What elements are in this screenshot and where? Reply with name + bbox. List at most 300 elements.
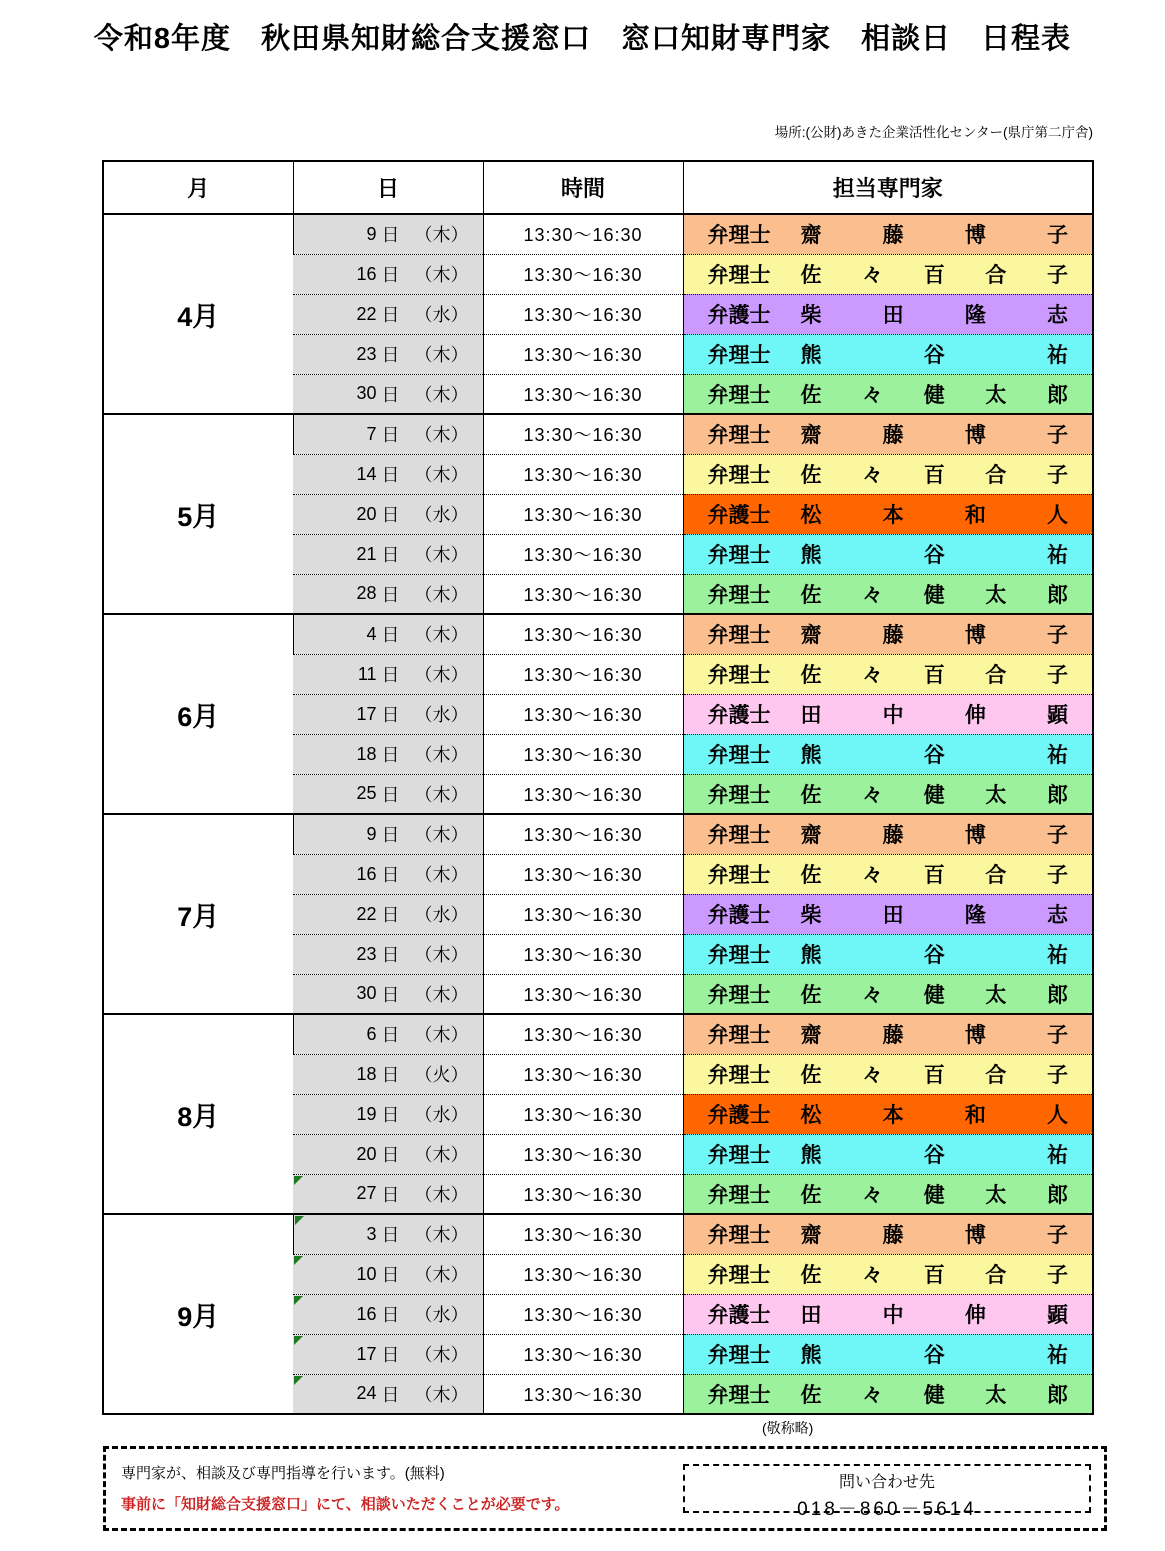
weekday-label: （水） xyxy=(414,305,469,325)
expert-name: 佐 々 健 太 郎 xyxy=(800,1183,1068,1207)
expert-label xyxy=(684,1259,1093,1289)
expert-label xyxy=(684,459,1093,489)
day-label xyxy=(293,1261,483,1287)
day-number: 4 xyxy=(366,623,377,644)
day-cell xyxy=(293,1254,483,1294)
day-label xyxy=(294,621,483,647)
expert-cell xyxy=(683,694,1093,734)
expert-cell xyxy=(683,574,1093,614)
expert-type: 弁理士 xyxy=(707,1064,771,1087)
month-cell: 6月 xyxy=(103,614,293,814)
weekday-label: （木） xyxy=(414,384,469,405)
expert-cell xyxy=(683,494,1093,534)
day-label xyxy=(293,941,483,967)
footer-notes-box xyxy=(103,1446,1107,1531)
time-cell: 13:30～16:30 xyxy=(483,1054,683,1094)
expert-name: 佐 々 百 合 子 xyxy=(800,264,1068,287)
expert-name: 佐 々 健 太 郎 xyxy=(800,983,1068,1007)
weekday-label: （木） xyxy=(414,584,469,605)
schedule-body xyxy=(103,214,1093,1414)
day-cell xyxy=(293,294,483,334)
day-cell xyxy=(293,814,483,854)
day-number: 25 xyxy=(356,783,377,804)
expert-label xyxy=(684,539,1093,569)
day-number: 9 xyxy=(366,823,377,844)
day-label xyxy=(293,1341,483,1367)
expert-label xyxy=(684,779,1093,809)
day-unit: 日 xyxy=(381,225,400,246)
expert-type: 弁護士 xyxy=(707,1104,771,1127)
month-cell: 9月 xyxy=(103,1214,293,1414)
time-cell: 13:30～16:30 xyxy=(483,534,683,574)
day-unit: 日 xyxy=(381,425,400,446)
expert-name: 熊 谷 祐 xyxy=(800,544,1068,567)
expert-type: 弁理士 xyxy=(707,264,771,287)
day-number: 7 xyxy=(366,423,377,444)
day-number: 22 xyxy=(356,903,377,924)
expert-cell xyxy=(683,1094,1093,1134)
expert-cell xyxy=(683,1174,1093,1214)
day-unit: 日 xyxy=(381,305,400,325)
expert-label xyxy=(684,739,1093,769)
time-cell: 13:30～16:30 xyxy=(483,1294,683,1334)
expert-cell xyxy=(683,414,1093,454)
expert-name: 佐 々 百 合 子 xyxy=(800,1264,1068,1287)
expert-cell xyxy=(683,854,1093,894)
day-number: 9 xyxy=(366,223,377,244)
expert-type: 弁理士 xyxy=(707,864,771,887)
day-cell xyxy=(293,494,483,534)
day-cell xyxy=(293,534,483,574)
schedule-row xyxy=(103,1014,1093,1054)
time-cell: 13:30～16:30 xyxy=(483,1014,683,1054)
day-label xyxy=(293,701,483,727)
expert-label xyxy=(684,939,1093,969)
day-number: 16 xyxy=(356,863,377,884)
day-cell xyxy=(293,734,483,774)
day-unit: 日 xyxy=(381,865,400,885)
time-cell: 13:30～16:30 xyxy=(483,894,683,934)
contact-box xyxy=(683,1464,1091,1520)
day-unit: 日 xyxy=(381,705,400,725)
day-label xyxy=(293,1061,483,1087)
expert-label xyxy=(684,419,1093,449)
day-label xyxy=(293,861,483,887)
time-cell: 13:30～16:30 xyxy=(483,574,683,614)
footer-note-lines xyxy=(121,1462,570,1514)
day-cell xyxy=(293,1054,483,1094)
expert-cell xyxy=(683,1054,1093,1094)
day-number: 24 xyxy=(356,1383,377,1404)
day-number: 21 xyxy=(356,543,377,564)
day-unit: 日 xyxy=(381,984,400,1005)
expert-name: 齋 藤 博 子 xyxy=(800,624,1068,648)
day-cell xyxy=(293,414,483,454)
comment-flag-icon xyxy=(294,1256,303,1265)
time-cell: 13:30～16:30 xyxy=(483,814,683,854)
day-label xyxy=(293,261,483,287)
expert-label xyxy=(684,1179,1093,1209)
expert-type: 弁理士 xyxy=(707,224,771,248)
expert-label xyxy=(684,1379,1093,1409)
time-cell: 13:30～16:30 xyxy=(483,1174,683,1214)
day-number: 30 xyxy=(356,983,377,1004)
day-label xyxy=(293,301,483,327)
expert-type: 弁理士 xyxy=(707,1224,771,1248)
expert-cell xyxy=(683,254,1093,294)
schedule-row xyxy=(103,214,1093,254)
expert-type: 弁護士 xyxy=(707,1304,771,1327)
expert-name: 田 中 伸 顕 xyxy=(800,1304,1068,1327)
expert-type: 弁護士 xyxy=(707,704,771,727)
day-unit: 日 xyxy=(381,1345,400,1365)
day-cell xyxy=(293,374,483,414)
expert-type: 弁理士 xyxy=(707,544,771,567)
time-cell: 13:30～16:30 xyxy=(483,974,683,1014)
expert-label xyxy=(684,1059,1093,1089)
day-number: 23 xyxy=(356,343,377,364)
header-month: 月 xyxy=(103,161,293,214)
time-cell: 13:30～16:30 xyxy=(483,454,683,494)
day-cell xyxy=(293,254,483,294)
expert-cell xyxy=(683,534,1093,574)
day-unit: 日 xyxy=(381,1384,400,1405)
day-unit: 日 xyxy=(381,384,400,405)
day-unit: 日 xyxy=(381,505,400,525)
day-cell xyxy=(293,454,483,494)
day-cell xyxy=(293,934,483,974)
expert-type: 弁理士 xyxy=(707,783,771,807)
day-number: 27 xyxy=(356,1183,377,1204)
weekday-label: （水） xyxy=(414,905,469,925)
month-cell: 4月 xyxy=(103,214,293,414)
time-cell: 13:30～16:30 xyxy=(483,374,683,414)
time-cell: 13:30～16:30 xyxy=(483,494,683,534)
weekday-label: （木） xyxy=(414,784,469,805)
weekday-label: （水） xyxy=(414,1105,469,1125)
expert-name: 齋 藤 博 子 xyxy=(800,1024,1068,1048)
day-cell xyxy=(293,774,483,814)
time-cell: 13:30～16:30 xyxy=(483,1214,683,1254)
day-cell xyxy=(293,1334,483,1374)
day-number: 23 xyxy=(356,943,377,964)
weekday-label: （木） xyxy=(414,825,469,846)
expert-name: 熊 谷 祐 xyxy=(800,1344,1068,1367)
expert-label xyxy=(684,259,1093,289)
weekday-label: （木） xyxy=(414,665,469,685)
time-cell: 13:30～16:30 xyxy=(483,1134,683,1174)
expert-type: 弁理士 xyxy=(707,383,771,407)
day-cell xyxy=(293,1014,483,1054)
day-cell xyxy=(293,334,483,374)
day-label xyxy=(293,1141,483,1167)
day-cell xyxy=(293,1134,483,1174)
day-label xyxy=(293,461,483,487)
expert-type: 弁理士 xyxy=(707,944,771,967)
day-label xyxy=(293,981,483,1007)
time-cell: 13:30～16:30 xyxy=(483,614,683,654)
day-cell xyxy=(293,614,483,654)
comment-flag-icon xyxy=(294,1176,303,1185)
expert-cell xyxy=(683,1374,1093,1414)
schedule-row xyxy=(103,1214,1093,1254)
time-cell: 13:30～16:30 xyxy=(483,1254,683,1294)
day-unit: 日 xyxy=(381,665,400,685)
month-cell: 7月 xyxy=(103,814,293,1014)
day-cell xyxy=(293,974,483,1014)
day-label xyxy=(293,581,483,607)
expert-cell xyxy=(683,894,1093,934)
expert-name: 田 中 伸 顕 xyxy=(800,704,1068,727)
day-cell xyxy=(293,1374,483,1414)
expert-label xyxy=(684,379,1093,409)
expert-label xyxy=(684,579,1093,609)
day-unit: 日 xyxy=(381,345,400,365)
expert-cell xyxy=(683,1254,1093,1294)
time-cell: 13:30～16:30 xyxy=(483,214,683,254)
expert-type: 弁理士 xyxy=(707,1383,771,1407)
day-label xyxy=(294,1021,483,1047)
expert-name: 柴 田 隆 志 xyxy=(800,304,1068,327)
expert-label xyxy=(684,979,1093,1009)
weekday-label: （水） xyxy=(414,1305,469,1325)
header-row xyxy=(103,161,1093,214)
day-unit: 日 xyxy=(381,625,400,646)
day-cell xyxy=(293,1294,483,1334)
day-cell xyxy=(293,1214,483,1254)
expert-type: 弁理士 xyxy=(707,1024,771,1048)
day-unit: 日 xyxy=(381,905,400,925)
day-cell xyxy=(293,654,483,694)
schedule-row xyxy=(103,414,1093,454)
expert-type: 弁理士 xyxy=(707,664,771,687)
month-cell: 5月 xyxy=(103,414,293,614)
comment-flag-icon xyxy=(294,1336,303,1345)
time-cell: 13:30～16:30 xyxy=(483,334,683,374)
weekday-label: （水） xyxy=(414,705,469,725)
header-day: 日 xyxy=(293,161,483,214)
expert-cell xyxy=(683,1134,1093,1174)
day-number: 17 xyxy=(356,703,377,724)
day-unit: 日 xyxy=(381,745,400,765)
service-note: 専門家が、相談及び専門指導を行います。(無料) xyxy=(121,1465,445,1482)
time-cell: 13:30～16:30 xyxy=(483,254,683,294)
expert-label xyxy=(684,299,1093,329)
weekday-label: （木） xyxy=(414,265,469,285)
expert-name: 齋 藤 博 子 xyxy=(800,424,1068,448)
day-unit: 日 xyxy=(381,1105,400,1125)
expert-cell xyxy=(683,454,1093,494)
expert-type: 弁理士 xyxy=(707,344,771,367)
day-number: 19 xyxy=(356,1103,377,1124)
expert-cell xyxy=(683,1334,1093,1374)
day-cell xyxy=(293,1174,483,1214)
weekday-label: （木） xyxy=(414,865,469,885)
page-title: 令和8年度 秋田県知財総合支援窓口 窓口知財専門家 相談日 日程表 xyxy=(93,23,1072,55)
expert-name: 佐 々 百 合 子 xyxy=(800,464,1068,487)
day-label xyxy=(293,381,483,407)
weekday-label: （木） xyxy=(414,625,469,646)
contact-phone: 018－860－5614 xyxy=(797,1499,977,1520)
day-unit: 日 xyxy=(381,1265,400,1285)
expert-cell xyxy=(683,1214,1093,1254)
expert-name: 熊 谷 祐 xyxy=(800,744,1068,767)
expert-name: 柴 田 隆 志 xyxy=(800,904,1068,927)
time-cell: 13:30～16:30 xyxy=(483,414,683,454)
expert-type: 弁理士 xyxy=(707,464,771,487)
weekday-label: （木） xyxy=(414,425,469,446)
expert-type: 弁護士 xyxy=(707,304,771,327)
day-unit: 日 xyxy=(381,1305,400,1325)
time-cell: 13:30～16:30 xyxy=(483,734,683,774)
expert-cell xyxy=(683,1014,1093,1054)
day-number: 22 xyxy=(356,303,377,324)
time-cell: 13:30～16:30 xyxy=(483,294,683,334)
day-number: 20 xyxy=(356,1143,377,1164)
time-cell: 13:30～16:30 xyxy=(483,694,683,734)
expert-type: 弁理士 xyxy=(707,424,771,448)
day-label xyxy=(293,1181,483,1207)
weekday-label: （木） xyxy=(414,984,469,1005)
weekday-label: （木） xyxy=(414,1265,469,1285)
day-label xyxy=(293,661,483,687)
day-label xyxy=(294,821,483,847)
expert-label xyxy=(684,1139,1093,1169)
contact-label: 問い合わせ先 xyxy=(838,1474,935,1491)
expert-label xyxy=(684,1339,1093,1369)
time-cell: 13:30～16:30 xyxy=(483,934,683,974)
schedule-row xyxy=(103,614,1093,654)
expert-name: 齋 藤 博 子 xyxy=(800,1224,1068,1248)
day-label xyxy=(293,501,483,527)
time-cell: 13:30～16:30 xyxy=(483,854,683,894)
comment-flag-icon xyxy=(294,1296,303,1305)
day-unit: 日 xyxy=(381,1025,400,1046)
expert-type: 弁理士 xyxy=(707,1264,771,1287)
comment-flag-icon xyxy=(294,1376,303,1385)
day-unit: 日 xyxy=(381,465,400,485)
day-unit: 日 xyxy=(381,265,400,285)
expert-type: 弁理士 xyxy=(707,983,771,1007)
time-cell: 13:30～16:30 xyxy=(483,1334,683,1374)
day-number: 20 xyxy=(356,503,377,524)
day-unit: 日 xyxy=(381,545,400,565)
expert-cell xyxy=(683,374,1093,414)
expert-cell xyxy=(683,214,1093,254)
expert-label xyxy=(684,1219,1093,1249)
day-number: 17 xyxy=(356,1343,377,1364)
weekday-label: （木） xyxy=(414,1184,469,1205)
time-cell: 13:30～16:30 xyxy=(483,1374,683,1414)
expert-name: 佐 々 健 太 郎 xyxy=(800,783,1068,807)
expert-type: 弁護士 xyxy=(707,504,771,527)
day-cell xyxy=(293,894,483,934)
expert-label xyxy=(684,899,1093,929)
day-cell xyxy=(293,574,483,614)
expert-label xyxy=(684,1299,1093,1329)
weekday-label: （木） xyxy=(414,225,469,246)
weekday-label: （木） xyxy=(414,1025,469,1046)
day-unit: 日 xyxy=(381,584,400,605)
expert-cell xyxy=(683,934,1093,974)
weekday-label: （火） xyxy=(414,1065,469,1085)
weekday-label: （木） xyxy=(414,745,469,765)
day-number: 16 xyxy=(356,1303,377,1324)
day-cell xyxy=(293,854,483,894)
day-number: 28 xyxy=(356,583,377,604)
expert-cell xyxy=(683,294,1093,334)
expert-name: 熊 谷 祐 xyxy=(800,944,1068,967)
weekday-label: （水） xyxy=(414,505,469,525)
expert-label xyxy=(684,219,1093,249)
day-label xyxy=(293,541,483,567)
day-unit: 日 xyxy=(381,945,400,965)
expert-cell xyxy=(683,974,1093,1014)
expert-name: 佐 々 健 太 郎 xyxy=(800,583,1068,607)
location-note: 場所:(公財)あきた企業活性化センター(県庁第二庁舎) xyxy=(774,125,1093,140)
day-label xyxy=(293,1301,483,1327)
header-time: 時間 xyxy=(483,161,683,214)
expert-type: 弁理士 xyxy=(707,624,771,648)
month-cell: 8月 xyxy=(103,1014,293,1214)
expert-type: 弁理士 xyxy=(707,744,771,767)
day-unit: 日 xyxy=(381,1065,400,1085)
day-label xyxy=(293,741,483,767)
weekday-label: （木） xyxy=(414,1345,469,1365)
expert-label xyxy=(684,499,1093,529)
expert-name: 齋 藤 博 子 xyxy=(800,224,1068,248)
weekday-label: （木） xyxy=(414,1225,469,1246)
day-unit: 日 xyxy=(381,1145,400,1165)
expert-label xyxy=(684,859,1093,889)
day-cell xyxy=(293,1094,483,1134)
expert-name: 熊 谷 祐 xyxy=(800,344,1068,367)
day-label xyxy=(293,901,483,927)
expert-label xyxy=(684,1019,1093,1049)
day-unit: 日 xyxy=(381,1184,400,1205)
comment-flag-icon xyxy=(295,1216,304,1225)
expert-type: 弁理士 xyxy=(707,1144,771,1167)
expert-label xyxy=(684,659,1093,689)
day-label xyxy=(293,341,483,367)
weekday-label: （木） xyxy=(414,945,469,965)
time-cell: 13:30～16:30 xyxy=(483,654,683,694)
day-number: 30 xyxy=(356,383,377,404)
expert-label xyxy=(684,339,1093,369)
day-cell xyxy=(293,214,483,254)
schedule-row xyxy=(103,814,1093,854)
header-expert: 担当専門家 xyxy=(683,161,1093,214)
precaution-note: 事前に「知財総合支援窓口」にて、相談いただくことが必要です。 xyxy=(121,1496,570,1513)
expert-label xyxy=(684,619,1093,649)
day-label xyxy=(293,781,483,807)
day-number: 14 xyxy=(356,463,377,484)
day-number: 16 xyxy=(356,263,377,284)
expert-name: 佐 々 健 太 郎 xyxy=(800,1383,1068,1407)
weekday-label: （木） xyxy=(414,1145,469,1165)
expert-cell xyxy=(683,654,1093,694)
expert-type: 弁理士 xyxy=(707,824,771,848)
day-label xyxy=(294,221,483,247)
day-label xyxy=(293,1381,483,1407)
day-number: 10 xyxy=(356,1263,377,1284)
day-label xyxy=(294,1221,483,1247)
time-cell: 13:30～16:30 xyxy=(483,1094,683,1134)
day-label xyxy=(293,1101,483,1127)
expert-cell xyxy=(683,1294,1093,1334)
expert-name: 佐 々 百 合 子 xyxy=(800,1064,1068,1087)
expert-name: 佐 々 百 合 子 xyxy=(800,664,1068,687)
